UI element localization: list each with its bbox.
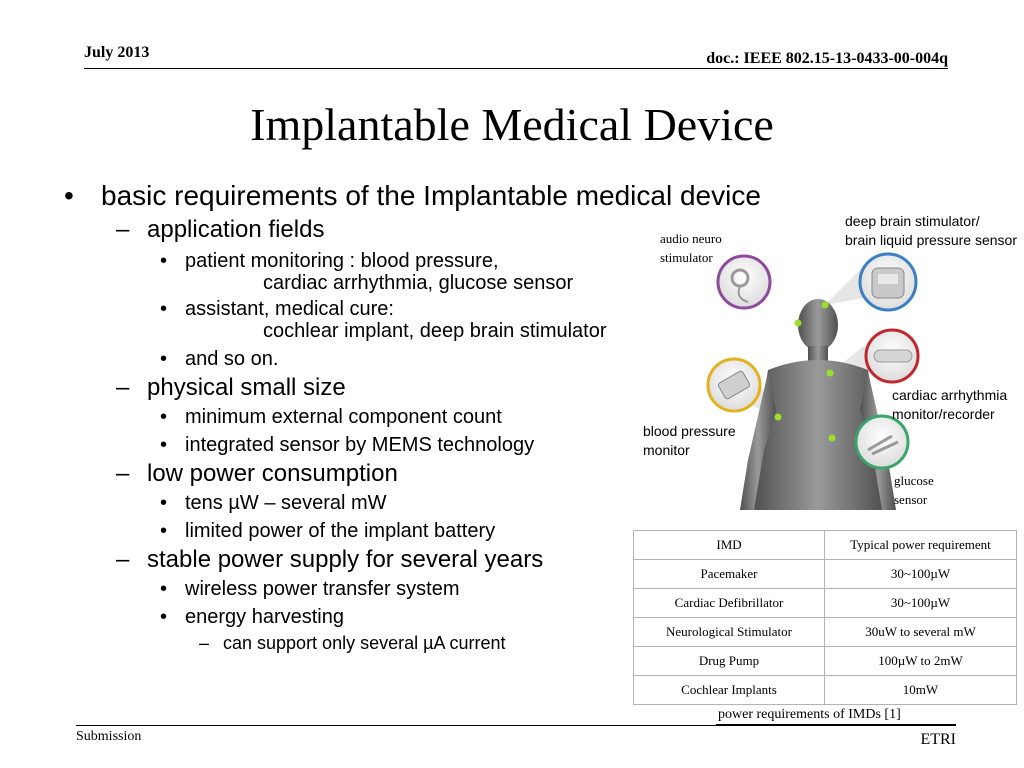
bullet-marker: • [160, 348, 168, 370]
bullet-medical-cure-cont: cochlear implant, deep brain stimulator [263, 320, 607, 342]
bullet-marker: • [160, 250, 168, 272]
footer-submission: Submission [76, 729, 142, 744]
footer-org: ETRI [920, 731, 956, 748]
bullet-marker: • [64, 180, 74, 211]
label-dbs-2: brain liquid pressure sensor [845, 232, 1017, 248]
label-cardiac: cardiac arrhythmia [892, 387, 1008, 403]
dash-marker: – [116, 374, 130, 401]
bullet-marker: • [160, 406, 168, 428]
dash-marker: – [199, 633, 210, 653]
table-cell: Cardiac Defibrillator [634, 589, 825, 618]
table-header-cell: Typical power requirement [825, 531, 1017, 560]
marker-cardiac [827, 370, 834, 377]
dash-marker: – [116, 546, 130, 573]
bullet-patient-monitoring-cont: cardiac arrhythmia, glucose sensor [263, 272, 574, 294]
device-blood-pressure-monitor [708, 359, 760, 411]
bullet-marker: • [160, 606, 168, 628]
label-bp: blood pressure [643, 423, 736, 439]
dash-marker: – [116, 460, 130, 487]
header-doc-id: doc.: IEEE 802.15-13-0433-00-004q [706, 50, 948, 67]
bullet-physical-size: physical small size [147, 374, 346, 401]
header-divider [84, 68, 948, 69]
table-row [634, 618, 1017, 647]
label-glucose-2: sensor [894, 492, 928, 507]
table-cell: 30uW to several mW [825, 618, 1017, 647]
bullet-marker: • [160, 298, 168, 320]
bullet-energy-harvesting: energy harvesting [185, 606, 344, 628]
bullet-marker: • [160, 520, 168, 542]
marker-bp [775, 414, 782, 421]
bullet-battery: limited power of the implant battery [185, 520, 496, 542]
label-audio-2: stimulator [660, 250, 713, 265]
table-cell: 30~100µW [825, 589, 1017, 618]
bullet-and-so-on: and so on. [185, 348, 279, 370]
table-row [634, 676, 1017, 705]
bullet-marker: • [160, 492, 168, 514]
table-row [634, 589, 1017, 618]
marker-audio [795, 320, 802, 327]
bullet-main: basic requirements of the Implantable medical device [101, 180, 761, 211]
device-audio-stimulator [718, 256, 770, 308]
header-date: July 2013 [84, 44, 150, 61]
dash-marker: – [116, 216, 130, 243]
bullet-ua-current: can support only several µA current [223, 633, 506, 653]
table-cell: 10mW [825, 676, 1017, 705]
table-cell: Drug Pump [634, 647, 825, 676]
table-caption: power requirements of IMDs [1] [718, 707, 901, 722]
table-cell: Pacemaker [634, 560, 825, 589]
slide-title: Implantable Medical Device [250, 99, 774, 150]
bullet-medical-cure: assistant, medical cure: [185, 298, 394, 320]
table-cell: 100µW to 2mW [825, 647, 1017, 676]
bullet-power-range: tens µW – several mW [185, 492, 387, 514]
device-cardiac-monitor [866, 330, 918, 382]
bullet-stable-supply: stable power supply for several years [147, 546, 544, 573]
label-audio: audio neuro [660, 231, 722, 246]
table-header-cell: IMD [634, 531, 825, 560]
label-bp-2: monitor [643, 442, 690, 458]
bullet-marker: • [160, 434, 168, 456]
label-glucose: glucose [894, 473, 934, 488]
table-row [634, 647, 1017, 676]
bullet-component-count: minimum external component count [185, 406, 502, 428]
human-body [740, 299, 896, 510]
bullet-patient-monitoring: patient monitoring : blood pressure, [185, 250, 499, 272]
marker-dbs [822, 302, 829, 309]
table-cell: Cochlear Implants [634, 676, 825, 705]
bullet-application-fields: application fields [147, 216, 325, 243]
marker-glucose [829, 435, 836, 442]
label-dbs: deep brain stimulator/ [845, 213, 980, 229]
table-row [634, 560, 1017, 589]
table-header-row [634, 531, 1017, 560]
power-requirements-table [633, 530, 1017, 705]
label-cardiac-2: monitor/recorder [892, 406, 995, 422]
table-cell: Neurological Stimulator [634, 618, 825, 647]
bullet-wireless-power: wireless power transfer system [185, 578, 460, 600]
device-deep-brain-stimulator [860, 254, 916, 310]
table-cell: 30~100µW [825, 560, 1017, 589]
bullet-marker: • [160, 578, 168, 600]
bullet-low-power: low power consumption [147, 460, 398, 487]
bullet-mems: integrated sensor by MEMS technology [185, 434, 535, 456]
footer-divider [76, 725, 956, 726]
